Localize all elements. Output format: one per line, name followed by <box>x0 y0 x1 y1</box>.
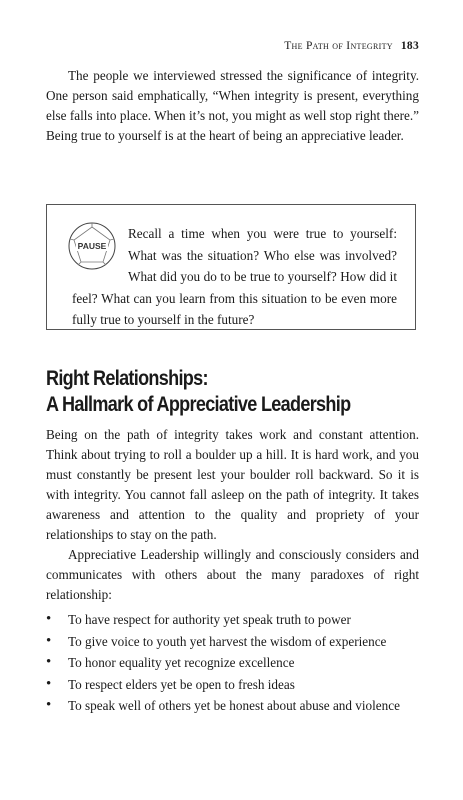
list-item: • To give voice to youth yet harvest the wisdom of experience <box>46 631 419 653</box>
list-item: • To honor equality yet recognize excellence <box>46 652 419 674</box>
pause-icon-label: PAUSE <box>77 241 107 251</box>
section-heading <box>46 366 373 418</box>
section-body <box>46 425 419 605</box>
section-paragraph-1: Being on the path of integrity takes work and constant attention. Think about trying to roll a boulder up a hill. It is hard work, and you must constantly be present lest your boulder roll backward. So it is with integrity. You cannot fall asleep on the path of integrity. It takes awareness and attention to the quality and propriety of your relationships to stay on the path. <box>46 427 419 542</box>
pause-prompt-text: Recall a time when you were true to yourself: What was the situation? Who else was involved? What did you do to be true to yourself? How did it feel? What can you learn from this situation to be even more fully true to yourself in the future? <box>72 226 397 327</box>
pause-box <box>46 204 416 330</box>
running-title: The Path of Integrity <box>284 40 393 52</box>
paradox-list <box>46 609 419 717</box>
list-item: • To have respect for authority yet speak truth to power <box>46 609 419 631</box>
running-header <box>284 40 419 52</box>
list-item: • To respect elders yet be open to fresh ideas <box>46 674 419 696</box>
list-item: • To speak well of others yet be honest about abuse and violence <box>46 695 419 717</box>
section-heading-line1: Right Relationships: <box>46 367 208 390</box>
section-paragraph-2: Appreciative Leadership willingly and consciously considers and communicates with others about the many paradoxes of right relationship: <box>46 547 419 602</box>
section-heading-line2: A Hallmark of Appreciative Leadership <box>46 393 351 416</box>
intro-section <box>46 66 419 146</box>
intro-paragraph: The people we interviewed stressed the significance of integrity. One person said emphatically, “When integrity is present, everything else falls into place. When it’s not, you might as well stop right there.” Being true to yourself is at the heart of being an appreciative leader. <box>46 68 419 143</box>
page-number: 183 <box>400 40 419 52</box>
pause-prompt <box>72 223 397 331</box>
